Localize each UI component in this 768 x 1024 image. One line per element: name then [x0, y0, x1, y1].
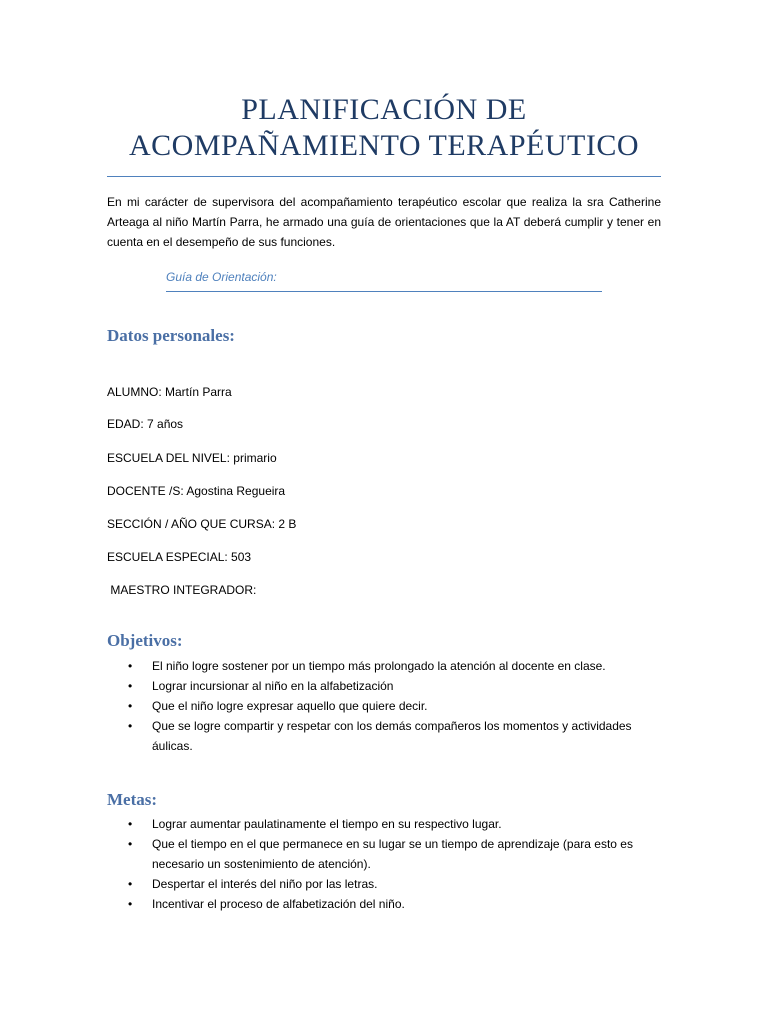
intro-paragraph: En mi carácter de supervisora del acompañamiento terapéutico escolar que realiza la sra Catherine Arteaga al niño Martín Parra, he armado una guía de orientaciones que la AT deberá cumplir y tener en cuenta en el desempeño de sus funciones. — [107, 195, 661, 249]
title-line-2: ACOMPAÑAMIENTO TERAPÉUTICO — [129, 129, 639, 162]
list-item: • Que el niño logre expresar aquello que quiere decir. — [107, 696, 661, 716]
list-item: • Despertar el interés del niño por las letras. — [107, 874, 661, 894]
guia-divider — [166, 291, 602, 292]
list-item: • Que el tiempo en el que permanece en su lugar se un tiempo de aprendizaje (para esto es necesario un sostenimiento de atención). — [107, 834, 661, 874]
bullet-icon: • — [128, 699, 133, 713]
field-maestro-integrador: MAESTRO INTEGRADOR: — [107, 583, 257, 597]
metas-heading: Metas: — [107, 790, 158, 809]
bullet-icon: • — [128, 659, 133, 673]
guia-heading: Guía de Orientación: — [166, 270, 277, 284]
document-title — [107, 92, 661, 164]
metas-list — [107, 814, 661, 914]
field-docente: DOCENTE /S: Agostina Regueira — [107, 484, 286, 498]
field-escuela-especial: ESCUELA ESPECIAL: 503 — [107, 550, 252, 564]
field-seccion: SECCIÓN / AÑO QUE CURSA: 2 B — [107, 517, 297, 531]
bullet-icon: • — [128, 817, 133, 831]
bullet-icon: • — [128, 837, 133, 851]
list-item: • Que se logre compartir y respetar con los demás compañeros los momentos y actividades áulicas. — [107, 716, 661, 756]
bullet-icon: • — [128, 877, 133, 891]
field-alumno: ALUMNO: Martín Parra — [107, 385, 232, 399]
bullet-icon: • — [128, 897, 133, 911]
bullet-icon: • — [128, 679, 133, 693]
title-divider — [107, 176, 661, 177]
list-item: • El niño logre sostener por un tiempo más prolongado la atención al docente en clase. — [107, 656, 661, 676]
list-item: • Incentivar el proceso de alfabetización del niño. — [107, 894, 661, 914]
title-line-1: PLANIFICACIÓN DE — [241, 93, 527, 126]
objetivos-list — [107, 656, 661, 756]
list-item: • Lograr incursionar al niño en la alfabetización — [107, 676, 661, 696]
objetivos-heading: Objetivos: — [107, 631, 183, 650]
field-escuela-nivel: ESCUELA DEL NIVEL: primario — [107, 451, 277, 465]
bullet-icon: • — [128, 719, 133, 733]
field-edad: EDAD: 7 años — [107, 417, 184, 431]
list-item: • Lograr aumentar paulatinamente el tiempo en su respectivo lugar. — [107, 814, 661, 834]
datos-personales-heading: Datos personales: — [107, 326, 235, 345]
